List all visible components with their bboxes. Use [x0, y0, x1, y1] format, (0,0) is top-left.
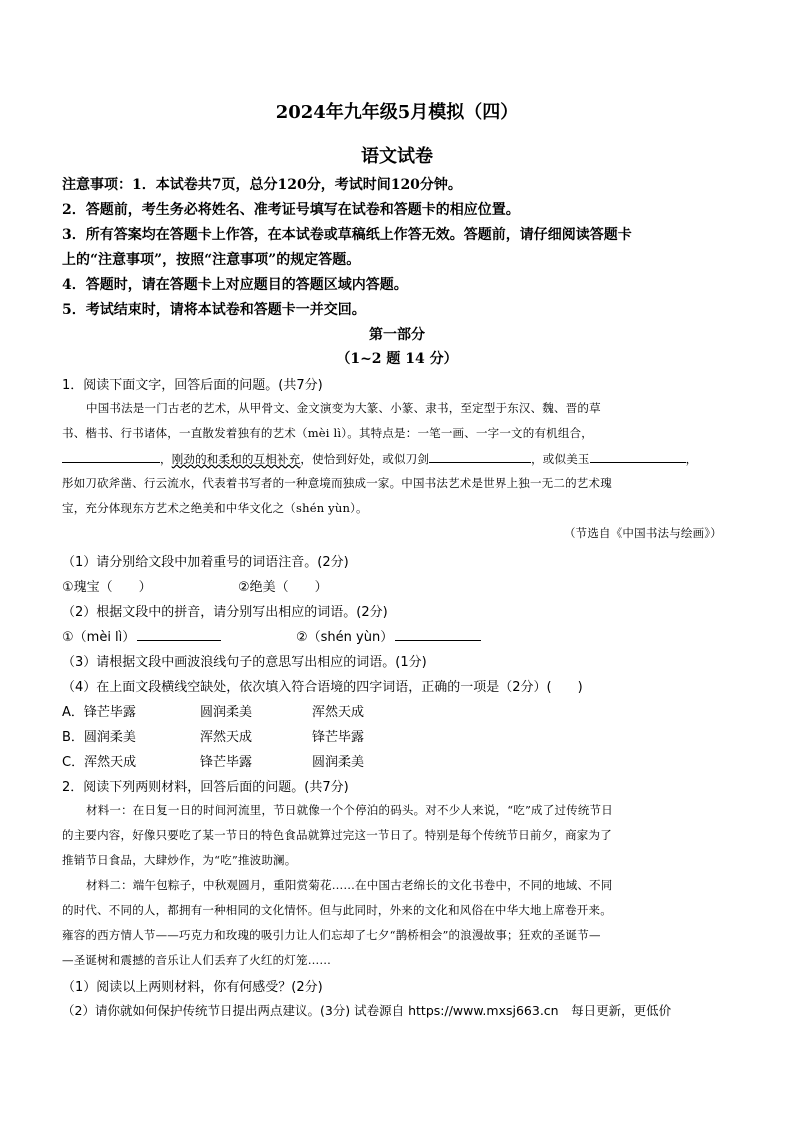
- option-c-2: 锋芒毕露: [200, 755, 253, 770]
- q1-sub-3: （3）请根据文段中画波浪线句子的意思写出相应的词语。(1分): [62, 655, 427, 670]
- q2-material-2-line-3: 雍容的西方情人节——巧克力和玫瑰的吸引力让人们忘却了七夕“鹊桥相会”的浪漫故事；狂欢的圣诞节—: [62, 928, 601, 942]
- notice-line-5: 5．考试结束时，请将本试卷和答题卡一并交回。: [62, 302, 366, 318]
- q2-material-2-line-4: —圣诞树和震撼的音乐让人们丢弃了火红的灯笼……: [62, 953, 332, 967]
- exam-title: 2024年九年级5月模拟（四）: [275, 102, 519, 123]
- answer-blank-meili[interactable]: [137, 628, 221, 641]
- question-1-stem: 1．阅读下面文字，回答后面的问题。(共7分): [62, 378, 323, 393]
- q2-material-1-line-2: 的主要内容，好像只要吃了某一节日的特色食品就算过完这一节日了。特别是每个传统节日前夕，商家为了: [62, 828, 612, 842]
- exam-subject: 语文试卷: [361, 146, 433, 167]
- wavy-underlined-sentence: 刚劲的和柔和的互相补充: [171, 452, 301, 466]
- q1-passage-line-3: ，刚劲的和柔和的互相补充，使恰到好处，或似刀剑 ，或似美玉 ，: [62, 450, 697, 467]
- q1-sub-2b-row: ②（shén yùn）: [296, 626, 481, 645]
- option-a-3: 浑然天成: [312, 705, 365, 720]
- q2-material-2-line-1: 材料二：端午包粽子，中秋观圆月，重阳赏菊花……在中国古老绵长的文化书卷中，不同的地域、不同: [86, 878, 613, 892]
- question-2-stem: 2．阅读下列两则材料，回答后面的问题。(共7分): [62, 780, 349, 795]
- notice-line-4: 4．答题时，请在答题卡上对应题目的答题区域内答题。: [62, 277, 408, 293]
- q1-passage-line-1: 中国书法是一门古老的艺术，从甲骨文、金文演变为大篆、小篆、隶书，至定型于东汉、魏、晋的草: [86, 401, 601, 415]
- q1-sub-4: （4）在上面文段横线空缺处，依次填入符合语境的四字词语，正确的一项是（2分）( ): [62, 680, 583, 695]
- q1-passage-line-2: 书、楷书、行书诸体，一直散发着独有的艺术（mèi lì）。其特点是：一笔一画、一字一文的有机组合，: [62, 426, 593, 440]
- answer-blank-shenyun[interactable]: [395, 628, 481, 641]
- option-a[interactable]: A．锋芒毕露: [62, 705, 136, 720]
- q2-material-1-line-3: 推销节日食品，大肆炒作，为“吃”推波助澜。: [62, 853, 297, 867]
- q2-material-1-line-1: 材料一：在日复一日的时间河流里，节日就像一个个停泊的码头。对不少人来说，“吃”成了过传统节日: [86, 803, 613, 817]
- part-range: （1~2 题 14 分）: [336, 351, 458, 367]
- q2-sub-2: （2）请你就如何保护传统节日提出两点建议。(3分) 试卷源自 https://www.mxsj663.cn 每日更新，更低价: [62, 1003, 672, 1018]
- notice-line-3b: 上的“注意事项”，按照“注意事项”的规定答题。: [62, 252, 361, 268]
- option-c[interactable]: C．浑然天成: [62, 755, 137, 770]
- q1-sub-2: （2）根据文段中的拼音，请分别写出相应的词语。(2分): [62, 605, 388, 620]
- notice-line-1: 注意事项：1．本试卷共7页，总分120分，考试时间120分钟。: [62, 177, 462, 193]
- q2-material-2-line-2: 的时代、不同的人，都拥有一种相同的文化情怀。但与此同时，外来的文化和风俗在中华大地上席卷开来。: [62, 903, 612, 917]
- fill-blank-3[interactable]: [590, 450, 686, 463]
- notice-line-2: 2．答题前，考生务必将姓名、准考证号填写在试卷和答题卡的相应位置。: [62, 202, 520, 218]
- q1-passage-line-5: 宝，充分体现东方艺术之绝美和中华文化之（shén yùn）。: [62, 501, 368, 515]
- part-heading: 第一部分: [369, 327, 425, 343]
- q1-passage-line-4: 彤如刀砍斧凿、行云流水，代表着书写者的一种意境而独成一家。中国书法艺术是世界上独一无二的艺术瑰: [62, 476, 612, 490]
- option-b-3: 锋芒毕露: [312, 730, 365, 745]
- q1-sub-1: （1）请分别给文段中加着重号的词语注音。(2分): [62, 555, 349, 570]
- q1-source: （节选自《中国书法与绘画》）: [563, 526, 722, 540]
- q1-sub-1b: ②绝美（ ）: [238, 580, 328, 595]
- q1-sub-2a-row: ①（mèi lì）: [62, 626, 221, 645]
- option-b[interactable]: B．圆润柔美: [62, 730, 136, 745]
- option-a-2: 圆润柔美: [200, 705, 253, 720]
- option-b-2: 浑然天成: [200, 730, 253, 745]
- notice-line-3a: 3．所有答案均在答题卡上作答，在本试卷或草稿纸上作答无效。答题前，请仔细阅读答题卡: [62, 227, 632, 243]
- fill-blank-2[interactable]: [429, 450, 531, 463]
- q1-sub-1a: ①瑰宝（ ）: [62, 580, 152, 595]
- option-c-3: 圆润柔美: [312, 755, 365, 770]
- fill-blank-1[interactable]: [62, 450, 160, 463]
- q2-sub-1: （1）阅读以上两则材料，你有何感受？(2分): [62, 980, 323, 995]
